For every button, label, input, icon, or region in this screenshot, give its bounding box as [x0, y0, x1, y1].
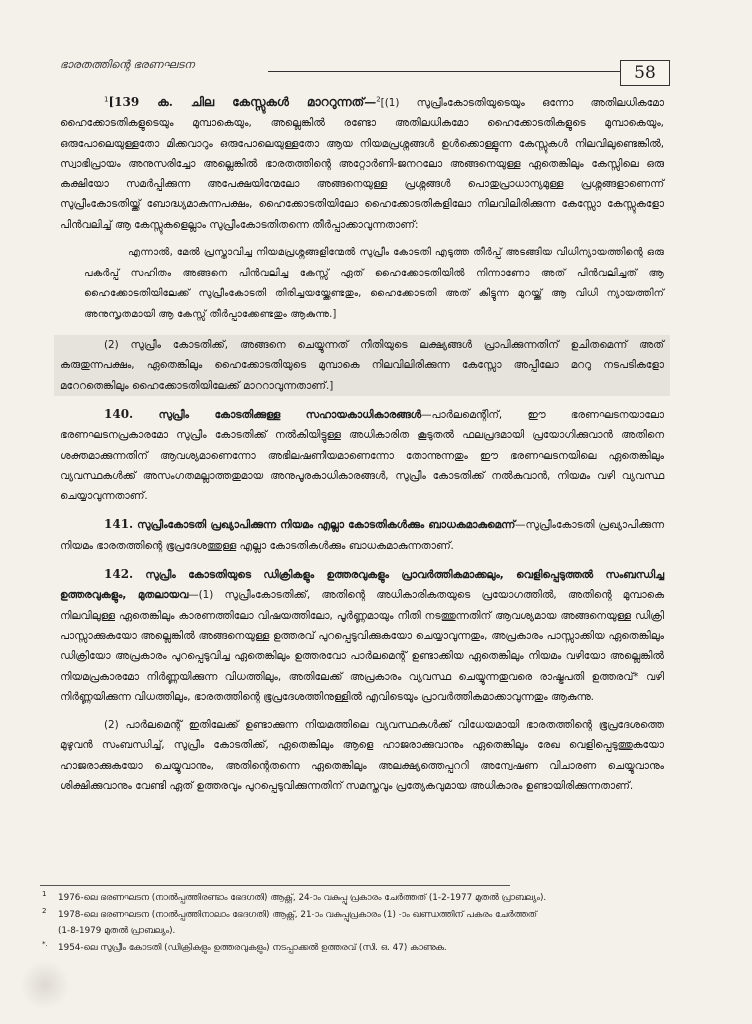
footnote: 2 1978-ലെ ഭരണഘടന (നാൽപ്പത്തിനാലാം ഭേദഗതി) ആക്റ്റ്, 21-ാം വകുപ്പുപ്രകാരം (1) -ാം ഖണ്ഡത്തിന് പകരം ചേർത്തത് [42, 906, 537, 920]
clause-text: സുപ്രീം കോടതിക്ക്, അങ്ങനെ ചെയ്യുന്നത് നീതിയുടെ ലക്ഷ്യങ്ങൾ പ്രാപിക്കുന്നതിന് ഉചിതമെന്ന് അത് കരുതുന്നപക്ഷം, ഏതെങ്കിലും ഹൈക്കോടതിയുടെ മുമ്പാകെ നിലവിലിരിക്കുന്ന കേസ്സോ അപ്പീലോ മററു നടപടികളോ മറേറതെങ്കിലും ഹൈക്കോടതിയിലേക്ക് മാററാവുന്നതാണ്.] [60, 339, 664, 392]
article-141 [60, 514, 664, 556]
article-text: സുപ്രീംകോടതി പ്രഖ്യാപിക്കുന്ന നിയമം ഭാരതത്തിന്റെ ഭൂപ്രദേശത്തുള്ള എല്ലാ കോടതികൾക്കും ബാധകമാകുന്നതാണ്. [60, 519, 664, 552]
article-heading: സുപ്രീം കോടതിയുടെ ഡിക്രികളും ഉത്തരവുകളും പ്രാവർത്തികമാക്കലും, വെളിപ്പെടുത്തൽ സംബന്ധിച്ച ഉത്തരവുകളും, മുതലായവ [60, 569, 664, 602]
article-139a-clause-2 [54, 335, 670, 396]
article-number: 141. [104, 517, 134, 532]
article-heading: സുപ്രീം കോടതിക്കുള്ള സഹായകാധികാരങ്ങൾ [158, 408, 422, 421]
clause-number: (1) [198, 589, 214, 602]
clause-text: സുപ്രീംകോടതിയുടെയും ഒന്നോ അതിലധികമോ ഹൈക്കോടതികളുടെയും മുമ്പാകെയും, അല്ലെങ്കിൽ രണ്ടോ അതിലധികമോ ഹൈക്കോടതികളുടെ മുമ്പാകെയും, ഒരുപോലെയുള്ളതോ മിക്കവാറും ഒരുപോലെയുള്ളതോ ആയ നിയമപ്രശ്നങ്ങൾ ഉൾക്കൊള്ളുന്ന കേസ്സുകൾ നിലവിലുണ്ടെങ്കിൽ, സ്വാഭിപ്രായം അനുസരിച്ചോ അല്ലെങ്കിൽ ഭാരതത്തിന്റെ അറ്റോർണി-ജനറലോ അങ്ങനെയുള്ള ഏതെങ്കിലും കേസ്സിലെ ഒരു കക്ഷിയോ സമർപ്പിക്കുന്ന അപേക്ഷയിന്മേലോ അങ്ങനെയുള്ള പ്രശ്നങ്ങൾ പൊതുപ്രാധാന്യമുള്ള പ്രശ്നങ്ങളാണെന്ന് സുപ്രീംകോടതിയ്ക്ക് ബോദ്ധ്യമാകുന്നപക്ഷം, ഹൈക്കോടതിയിലോ ഹൈക്കോടതികളിലോ നിലവിലിരിക്കുന്ന കേസ്സോ കേസ്സുകളോ പിൻവലിച്ച് ആ കേസ്സുകളെല്ലാം സുപ്രീംകോടതിതന്നെ തീർപ്പാക്കാവുന്നതാണ്: [60, 97, 664, 231]
article-number: 142. [104, 567, 134, 582]
article-heading: സുപ്രീംകോടതി പ്രഖ്യാപിക്കുന്ന നിയമം എല്ലാ കോടതികൾക്കും ബാധകമാകുമെന്ന് [137, 519, 516, 532]
heading-dash: — [188, 589, 199, 602]
footnote-rule [40, 885, 510, 886]
running-title: ഭാരതത്തിന്റെ ഭരണഘടന [60, 58, 195, 71]
clause-text: പാർലമെന്റ് ഇതിലേക്ക് ഉണ്ടാക്കുന്ന നിയമത്തിലെ വ്യവസ്ഥകൾക്ക് വിധേയമായി ഭാരതത്തിന്റെ ഭൂപ്രദേശത്തെ മുഴുവൻ സംബന്ധിച്ച്, സുപ്രീം കോടതിക്ക്, ഏതെങ്കിലും ആളെ ഹാജരാക്കുവാനും ഏതെങ്കിലും രേഖ വെളിപ്പെടുത്തുകയോ ഹാജരാക്കുകയോ ചെയ്യുവാനും, അതിന്റെതന്നെ ഏതെങ്കിലും അലക്ഷ്യത്തെപ്പററി അന്വേഷണ വിചാരണ ചെയ്യുവാനും ശിക്ഷിക്കുവാനും വേണ്ടി ഏത് ഉത്തരവും പുറപ്പെടുവിക്കുന്നതിന് സമസ്തവും പ്രത്യേകവുമായ അധികാരം ഉണ്ടായിരിക്കുന്നതാണ്. [60, 719, 664, 793]
page-number: 58 [620, 60, 670, 86]
heading-dash: — [515, 519, 526, 532]
article-140 [60, 404, 664, 506]
footnote-continuation: (1-8-1979 മുതൽ പ്രാബല്യം). [58, 926, 176, 936]
clause-number: (2) [104, 719, 119, 732]
footnote: 1 1976-ലെ ഭരണഘടന (നാൽപ്പത്തിരണ്ടാം ഭേദഗതി) ആക്റ്റ്, 24-ാം വകുപ്പു പ്രകാരം ചേർത്തത് (1-2-1977 മുതൽ പ്രാബല്യം). [42, 890, 547, 903]
footnote-text: 1976-ലെ ഭരണഘടന (നാൽപ്പത്തിരണ്ടാം ഭേദഗതി) ആക്റ്റ്, 24-ാം വകുപ്പു പ്രകാരം ചേർത്തത് (1-2-1977 മുതൽ പ്രാബല്യം). [58, 893, 547, 903]
footnotes [42, 890, 662, 956]
footnote-text: 1954-ലെ സുപ്രീം കോടതി (ഡിക്രികളും ഉത്തരവുകളും) നടപ്പാക്കൽ ഉത്തരവ് (സി. ഒ. 47) കാണുക. [58, 942, 447, 953]
clause-number: (2) [104, 339, 119, 352]
footnote-marker-1: 1 [104, 95, 109, 104]
clause-number: [(1) [380, 97, 400, 109]
article-139a-clause-1 [60, 92, 664, 235]
article-139a-proviso: എന്നാൽ, മേൽ പ്രസ്താവിച്ച നിയമപ്രശ്നങ്ങളിന്മേൽ സുപ്രീം കോടതി എടുത്ത തീർപ്പ് അടങ്ങിയ വിധിന്യായത്തിന്റെ ഒരു പകർപ്പ് സഹിതം അങ്ങനെ പിൻവലിച്ച കേസ്സ് ഏത് ഹൈക്കോടതിയിൽ നിന്നാണോ അത് പിൻവലിച്ചത് ആ ഹൈക്കോടതിയിലേക്ക് സുപ്രീംകോടതി തിരിച്ചയയ്ക്കേണ്ടതും, ഹൈക്കോടതി അത് കിട്ടുന്ന മുറയ്ക്ക് ആ വിധി ന്യായത്തിന് അനുസൃതമായി ആ കേസ്സ് തീർപ്പാക്കേണ്ടതും ആകുന്നു.] [84, 247, 664, 320]
article-number: 140. [104, 406, 134, 421]
article-142-clause-2 [60, 715, 664, 796]
heading-dash: — [421, 408, 432, 421]
clause-text: സുപ്രീംകോടതിക്ക്, അതിന്റെ അധികാരികതയുടെ പ്രയോഗത്തിൽ, അതിന്റെ മുമ്പാകെ നിലവിലുള്ള ഏതെങ്കിലും കാരണത്തിലോ വിഷയത്തിലോ, പൂർണ്ണമായും നീതി നടത്തുന്നതിന് ആവശ്യമായ അങ്ങനെയുള്ള ഡിക്രി പാസ്സാക്കുകയോ അല്ലെങ്കിൽ അങ്ങനെയുള്ള ഉത്തരവ് പുറപ്പെടുവിക്കുകയോ ചെയ്യാവുന്നതും, അപ്രകാരം പാസ്സാക്കിയ ഏതെങ്കിലും ഡിക്രിയോ അപ്രകാരം പുറപ്പെടുവിച്ച ഏതെങ്കിലും ഉത്തരവോ പാർലമെന്റ് ഉണ്ടാക്കിയ ഏതെങ്കിലും നിയമം വഴിയോ അല്ലെങ്കിൽ നിയമപ്രകാരമോ നിർണ്ണയിക്കുന്ന വിധത്തിലും, അതിലേക്ക് അപ്രകാരം വ്യവസ്ഥ ചെയ്യുന്നതുവരെ രാഷ്ട്രപതി ഉത്തരവ്* വഴി നിർണ്ണയിക്കുന്ന വിധത്തിലും, ഭാരതത്തിന്റെ ഭൂപ്രദേശത്തിനുള്ളിൽ എവിടെയും പ്രാവർത്തികമാക്കാവുന്നതും ആകുന്നു. [60, 589, 664, 703]
header-rule [268, 71, 620, 72]
page-smudge [20, 960, 70, 1010]
article-142-clause-1 [60, 564, 664, 707]
body-text [60, 92, 664, 804]
footnote: *. 1954-ലെ സുപ്രീം കോടതി (ഡിക്രികളും ഉത്തരവുകളും) നടപ്പാക്കൽ ഉത്തരവ് (സി. ഒ. 47) കാണുക. [42, 939, 447, 953]
article-text: പാർലമെന്റിന്, ഈ ഭരണഘടനയാലോ ഭരണഘടനപ്രകാരമോ സുപ്രീം കോടതിക്ക് നൽകിയിട്ടുള്ള അധികാരിത കൂടുതൽ ഫലപ്രദമായി പ്രയോഗിക്കുവാൻ അതിനെ ശക്തമാക്കുന്നതിന് ആവശ്യമാണെന്നോ അഭിലഷണീയമാണെന്നോ തോന്നുന്നതും ഈ ഭരണഘടനയിലെ ഏതെങ്കിലും വ്യവസ്ഥകൾക്ക് അസംഗതമല്ലാത്തതുമായ അനുപൂരകാധികാരങ്ങൾ, സുപ്രീം കോടതിക്ക് നൽകുവാൻ, നിയമം വഴി വ്യവസ്ഥ ചെയ്യാവുന്നതാണ്. [60, 408, 664, 503]
article-139a-heading: [139 ക. ചില കേസ്സുകൾ മാററുന്നത്— [108, 95, 377, 109]
footnote-marker-2: 2 [376, 95, 381, 104]
footnote-text: 1978-ലെ ഭരണഘടന (നാൽപ്പത്തിനാലാം ഭേദഗതി) ആക്റ്റ്, 21-ാം വകുപ്പുപ്രകാരം (1) -ാം ഖണ്ഡത്തിന് പകരം ചേർത്തത് [58, 909, 537, 920]
